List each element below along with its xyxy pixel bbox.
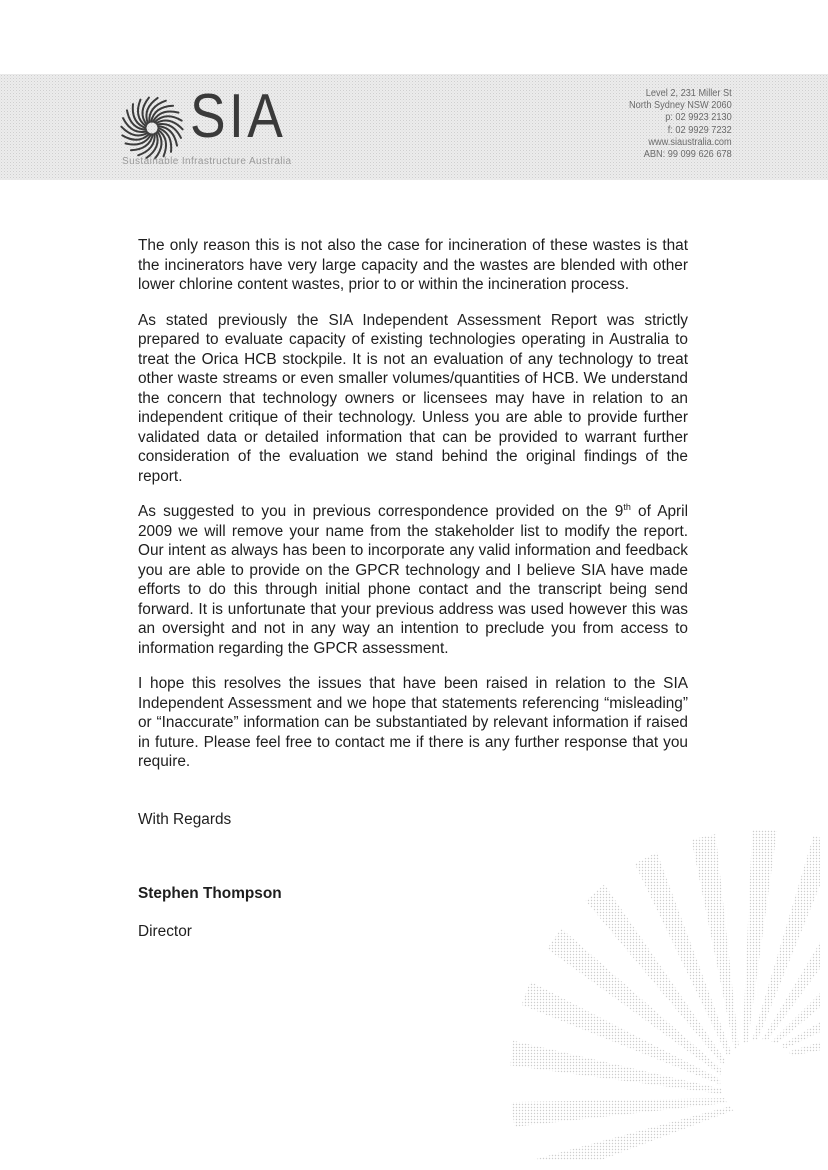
signer-name: Stephen Thompson — [138, 885, 282, 902]
closing-salutation: With Regards — [138, 811, 232, 828]
website-line: www.siaustralia.com — [648, 136, 732, 148]
body-paragraph: The only reason this is not also the case for incineration of these wastes is that the incinerators have very large capacity and the wastes are blended with other lower chlorine content wastes, prior to or within the incineration process. — [138, 237, 688, 293]
address-line: North Sydney NSW 2060 — [629, 100, 732, 112]
ordinal-suffix: th — [623, 501, 631, 512]
body-paragraph: As stated previously the SIA Independent Assessment Report was strictly prepared to evaluate capacity of existing technologies operating in Australia to treat the Orica HCB stockpile. It is not an evaluation of any technology to treat other waste streams or even smaller volumes/quantities of HCB. We understand the concern that technology owners or licensees may have in relation to an independent critique of their technology. Unless you are able to provide further validated data or detailed information that can be provided to warrant further consideration of the evaluation we stand behind the original findings of the report. — [138, 311, 688, 485]
sia-logo-wordmark: SIA — [190, 82, 287, 151]
fax-line: f: 02 9929 7232 — [668, 124, 732, 136]
sia-swirl-logo-icon — [116, 92, 188, 164]
logo-tagline: Sustainable Infrastructure Australia — [122, 156, 292, 167]
paragraph-text: of April 2009 we will remove your name from the stakeholder list to modify the report. Our intent as always has been to incorporate any valid information and feedback you are able to provide on the GPCR technology and I believe SIA have made efforts to do this through initial phone contact and the transcript being send forward. It is unfortunate that your previous address was used however this was an oversight and not in any way an intention to preclude you from access to information regarding the GPCR assessment. — [138, 503, 689, 657]
watermark-blade — [743, 830, 778, 1044]
abn-line: ABN: 99 099 626 678 — [644, 149, 732, 161]
address-line: Level 2, 231 Miller St — [646, 88, 732, 99]
phone-line: p: 02 9923 2130 — [665, 112, 732, 124]
signer-title: Director — [138, 923, 192, 940]
paragraph-text: As suggested to you in previous correspondence provided on the 9 — [138, 503, 624, 520]
body-paragraph: I hope this resolves the issues that have been raised in relation to the SIA Independent Assessment and we hope that statements referencing “misleading” or “Inaccurate” information can be substantiated by relevant information if raised in future. Please feel free to contact me if there is any further response that you require. — [138, 675, 688, 770]
body-paragraph — [138, 502, 688, 658]
address-block — [629, 88, 732, 161]
letter-body — [138, 236, 688, 788]
swirl-watermark-icon — [500, 830, 820, 1160]
